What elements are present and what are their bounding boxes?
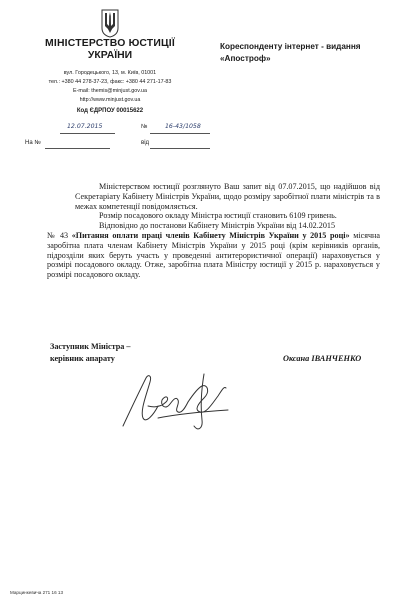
letterhead-website: http://www.minjust.gov.ua xyxy=(79,97,141,103)
trident-emblem-icon xyxy=(100,8,120,38)
signatory-first-name: Оксана xyxy=(283,354,310,363)
decree-title: «Питання оплати праці членів Кабінету Міністрів України у 2015 році» xyxy=(71,230,350,240)
addressee-line-2: «Апостроф» xyxy=(220,54,271,63)
reference-row xyxy=(25,138,215,150)
signatory-last-name: ІВАНЧЕНКО xyxy=(311,354,362,363)
letterhead-email: E-mail: themis@minjust.gov.ua xyxy=(73,88,147,94)
body-paragraph-1: Міністерством юстиції розглянуто Ваш запит від 07.07.2015, що надійшов від Секретаріату Кабінету Міністрів України, щодо розміру заробітної плати міністрів та в межах компетенції повідомляється. xyxy=(75,182,380,211)
footer-note: Марцинкевича 271 16 13 xyxy=(10,590,64,595)
decree-number: № 43 xyxy=(47,230,72,240)
outgoing-date-row xyxy=(25,122,215,134)
number-underline xyxy=(150,133,210,134)
letterhead-address: вул. Городецького, 13, м. Київ, 01001 xyxy=(63,70,157,76)
reference-date-label: від xyxy=(141,140,150,146)
outgoing-number: 16-43/1058 xyxy=(165,123,201,130)
body-paragraph-3: Відповідно до постанови Кабінету Міністрів України від 14.02.2015 xyxy=(99,221,336,231)
body-paragraph-4 xyxy=(47,231,380,280)
signatory-title-line-2: керівник апарату xyxy=(50,354,115,363)
ministry-name: МІНІСТЕРСТВО ЮСТИЦІЇ xyxy=(45,38,175,49)
ministry-country: УКРАЇНИ xyxy=(87,50,133,61)
date-underline xyxy=(60,133,115,134)
handwritten-signature-icon xyxy=(118,366,238,436)
letter-body xyxy=(47,182,380,280)
reference-date-underline xyxy=(150,148,210,149)
letterhead-phone: тел.: +380 44 278-37-23, факс: +380 44 271-17-83 xyxy=(48,79,172,85)
signatory-title-line-1: Заступник Міністра – xyxy=(50,342,131,351)
reference-number-underline xyxy=(45,148,110,149)
addressee-line-1: Кореспонденту інтернет - видання xyxy=(220,42,361,51)
reference-number-label: На № xyxy=(25,140,41,146)
outgoing-date: 12.07.2015 xyxy=(67,123,103,130)
outgoing-number-label: № xyxy=(141,124,148,130)
body-paragraph-4-rest: місячна заробітна плата членам Кабінету Міністрів України у 2015 році (крім керівників органів, підрозділи яких беруть участь у проведенні антитерористичної операції) нараховується у розмірі посадового окладу. Отже, заробітна плата Міністру юстиції у 2015 р. нараховується у розмірі посадового окладу. xyxy=(47,230,380,280)
letterhead-edrpou-code: Код ЄДРПОУ 00015622 xyxy=(76,108,144,114)
signatory-name xyxy=(283,354,361,363)
body-paragraph-2: Розмір посадового окладу Міністра юстиції становить 6109 гривень. xyxy=(99,211,337,221)
